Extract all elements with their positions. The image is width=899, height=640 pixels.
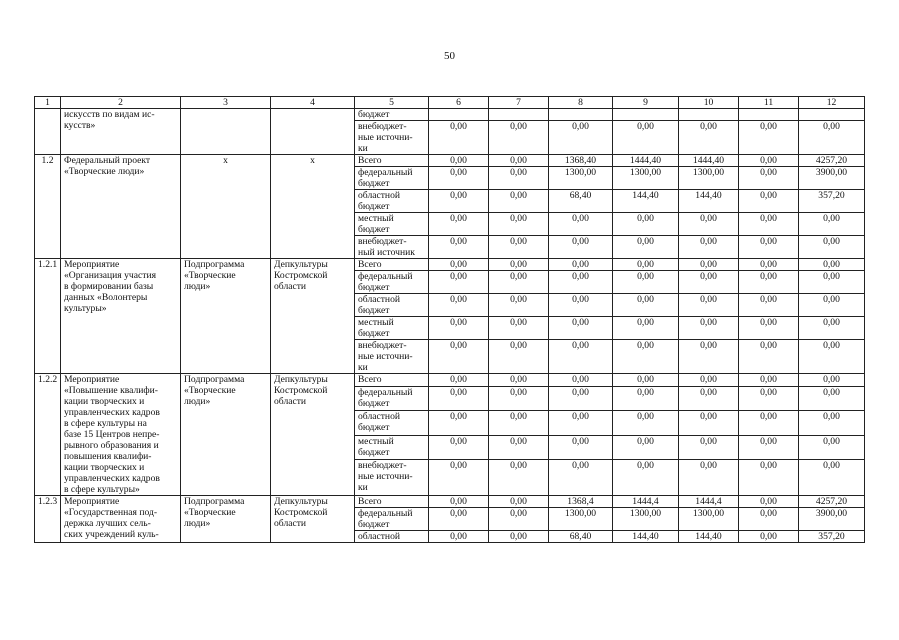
funding-source-cell [355,167,429,190]
funding-source-line: федеральный [358,508,413,519]
item-name-line: кации творческих и [64,462,145,473]
funding-source-line: федеральный [358,386,413,398]
amount-cell: 0,00 [739,259,799,271]
funding-source-line: бюджет [358,282,390,293]
amount-cell: 0,00 [549,294,613,317]
amount-cell: 0,00 [429,411,489,435]
amount-cell: 0,00 [489,340,549,374]
funding-source-line: областной [358,190,401,201]
amount-cell: 0,00 [739,167,799,190]
amount-cell: 0,00 [679,271,739,294]
amount-cell: 0,00 [679,411,739,435]
amount-cell: 0,00 [799,386,865,410]
program-line: Подпрограмма [184,496,245,507]
amount-cell: 0,00 [489,155,549,167]
item-name-line: базе 15 Центров непре- [64,429,160,440]
executor-line: х [310,155,315,166]
table-row [35,496,865,508]
amount-cell: 0,00 [739,386,799,410]
amount-cell: 0,00 [613,271,679,294]
funding-source-line: бюджет [358,109,390,120]
amount-cell: 0,00 [679,374,739,387]
funding-source-line: областной [358,411,401,423]
amount-cell: 0,00 [613,435,679,459]
amount-cell [739,109,799,121]
funding-source-line: бюджет [358,446,390,458]
amount-cell: 0,00 [489,259,549,271]
program-line: «Творческие [184,507,236,518]
executor-line: области [274,396,307,407]
amount-cell: 0,00 [739,155,799,167]
funding-source-line: областной [358,294,401,305]
funding-source-cell [355,155,429,167]
funding-source-cell [355,496,429,508]
amount-cell: 0,00 [739,411,799,435]
item-name-line: данных «Волонтеры [64,292,148,303]
executor-line: области [274,281,307,292]
column-header-cell: 12 [799,97,865,109]
column-header-cell: 7 [489,97,549,109]
funding-source-line: внебюджет- [358,340,407,351]
program-line: х [223,155,228,166]
funding-source-line: бюджет [358,519,390,530]
amount-cell: 0,00 [679,294,739,317]
column-header-cell: 4 [271,97,355,109]
funding-source-cell [355,121,429,155]
funding-source-line: ный источник [358,247,415,258]
amount-cell: 0,00 [613,374,679,387]
funding-source-line: внебюджет- [358,121,407,132]
funding-source-line: областной [358,531,401,542]
program-line: «Творческие [184,270,236,281]
amount-cell: 68,40 [549,531,613,543]
amount-cell: 0,00 [549,386,613,410]
executor-line: Депкультуры [274,259,328,270]
amount-cell: 0,00 [549,374,613,387]
funding-source-line: федеральный [358,271,413,282]
amount-cell [429,109,489,121]
program-line: люди» [184,281,211,292]
amount-cell: 0,00 [489,411,549,435]
amount-cell: 0,00 [429,386,489,410]
amount-cell: 1300,00 [679,167,739,190]
amount-cell: 0,00 [739,435,799,459]
column-header-cell: 3 [181,97,271,109]
amount-cell [549,109,613,121]
executor-cell [271,109,355,155]
amount-cell: 0,00 [613,236,679,259]
funding-source-line: ные источни- [358,132,413,143]
amount-cell: 0,00 [679,121,739,155]
item-name-line: «Повышение квалифи- [64,385,158,396]
program-cell [181,374,271,496]
amount-cell [799,109,865,121]
program-line: люди» [184,396,211,407]
program-cell [181,155,271,259]
amount-cell: 0,00 [549,411,613,435]
executor-line: Костромской [274,507,328,518]
item-name-line: Мероприятие [64,259,120,270]
amount-cell: 0,00 [679,459,739,495]
row-number-cell: 1.2.2 [35,374,61,496]
funding-source-line: ные источни- [358,351,413,362]
amount-cell: 0,00 [739,271,799,294]
funding-source-cell [355,317,429,340]
amount-cell: 0,00 [739,340,799,374]
funding-source-line: ные источни- [358,470,413,482]
amount-cell: 0,00 [799,294,865,317]
funding-source-line: Всего [358,496,382,507]
amount-cell: 0,00 [549,259,613,271]
row-number-cell: 1.2.3 [35,496,61,543]
executor-line: области [274,518,307,529]
amount-cell: 0,00 [613,411,679,435]
item-name-cell [61,496,181,543]
amount-cell: 0,00 [739,236,799,259]
funding-source-cell [355,340,429,374]
table-row [35,155,865,167]
amount-cell: 0,00 [489,236,549,259]
program-cell [181,259,271,374]
amount-cell: 0,00 [429,531,489,543]
funding-source-line: бюджет [358,397,390,409]
funding-source-cell [355,271,429,294]
amount-cell [489,109,549,121]
amount-cell: 0,00 [613,213,679,236]
column-header-cell: 5 [355,97,429,109]
amount-cell: 0,00 [489,271,549,294]
funding-source-cell [355,531,429,543]
table-row [35,259,865,271]
column-header-row [35,97,865,109]
amount-cell: 0,00 [489,294,549,317]
amount-cell: 0,00 [489,317,549,340]
item-name-line: Федеральный проект [64,155,151,166]
funding-source-cell [355,109,429,121]
amount-cell: 0,00 [799,317,865,340]
amount-cell: 0,00 [613,386,679,410]
amount-cell: 1444,40 [679,155,739,167]
amount-cell: 0,00 [613,259,679,271]
amount-cell: 0,00 [679,386,739,410]
funding-source-line: ки [358,481,368,493]
funding-source-line: местный [358,213,394,224]
item-name-line: культуры» [64,303,107,314]
amount-cell: 144,40 [679,531,739,543]
amount-cell: 0,00 [739,374,799,387]
amount-cell: 0,00 [549,271,613,294]
item-name-line: управленческих кадров [64,407,160,418]
amount-cell: 0,00 [679,317,739,340]
executor-cell [271,259,355,374]
program-line: Подпрограмма [184,259,245,270]
item-name-line: Мероприятие [64,374,120,385]
funding-source-cell [355,411,429,435]
item-name-cell [61,374,181,496]
amount-cell: 0,00 [799,459,865,495]
amount-cell: 0,00 [799,435,865,459]
column-header-cell: 8 [549,97,613,109]
column-header-cell: 10 [679,97,739,109]
executor-line: Депкультуры [274,374,328,385]
amount-cell: 0,00 [489,459,549,495]
funding-source-cell [355,386,429,410]
column-header-cell: 1 [35,97,61,109]
item-name-cell [61,109,181,155]
amount-cell: 0,00 [679,259,739,271]
amount-cell: 0,00 [549,236,613,259]
table-row [35,374,865,387]
funding-source-cell [355,213,429,236]
amount-cell: 0,00 [489,374,549,387]
amount-cell [679,109,739,121]
funding-source-line: бюджет [358,224,390,235]
amount-cell: 0,00 [739,317,799,340]
executor-cell [271,155,355,259]
program-line: люди» [184,518,211,529]
funding-source-line: федеральный [358,167,413,178]
item-name-line: в сфере культуры на [64,418,147,429]
item-name-line: кусств» [64,120,96,131]
column-header-cell: 6 [429,97,489,109]
amount-cell: 144,40 [679,190,739,213]
table-row [35,109,865,121]
amount-cell: 144,40 [613,531,679,543]
amount-cell: 1300,00 [679,508,739,531]
amount-cell: 0,00 [739,213,799,236]
item-name-line: повышения квалифи- [64,451,152,462]
amount-cell: 0,00 [549,459,613,495]
program-line: «Творческие [184,385,236,396]
funding-source-line: Всего [358,155,382,166]
funding-source-cell [355,374,429,387]
amount-cell: 0,00 [429,213,489,236]
amount-cell: 0,00 [489,508,549,531]
amount-cell: 0,00 [489,386,549,410]
program-cell [181,109,271,155]
budget-table [34,96,865,543]
funding-source-line: Всего [358,374,382,385]
funding-source-line: местный [358,435,394,447]
amount-cell: 0,00 [489,167,549,190]
amount-cell: 0,00 [429,259,489,271]
amount-cell: 0,00 [429,236,489,259]
amount-cell: 0,00 [429,294,489,317]
amount-cell: 1444,4 [613,496,679,508]
item-name-line: держка лучших сель- [64,518,151,529]
amount-cell: 0,00 [549,340,613,374]
item-name-line: Мероприятие [64,496,120,507]
amount-cell: 0,00 [679,213,739,236]
column-header-cell: 2 [61,97,181,109]
amount-cell: 3900,00 [799,508,865,531]
column-header-cell: 11 [739,97,799,109]
funding-source-cell [355,294,429,317]
funding-source-line: ки [358,362,368,373]
amount-cell: 1300,00 [549,167,613,190]
amount-cell: 0,00 [489,435,549,459]
amount-cell: 0,00 [799,236,865,259]
amount-cell: 0,00 [429,121,489,155]
amount-cell: 0,00 [739,294,799,317]
amount-cell: 0,00 [429,508,489,531]
amount-cell: 0,00 [549,213,613,236]
funding-source-line: Всего [358,259,382,270]
amount-cell: 0,00 [549,121,613,155]
amount-cell: 0,00 [489,496,549,508]
executor-cell [271,374,355,496]
amount-cell: 0,00 [613,340,679,374]
amount-cell: 0,00 [739,496,799,508]
amount-cell: 0,00 [799,340,865,374]
amount-cell: 4257,20 [799,496,865,508]
program-cell [181,496,271,543]
amount-cell: 1300,00 [613,167,679,190]
amount-cell: 0,00 [429,435,489,459]
item-name-line: ских учреждений куль- [64,529,159,540]
amount-cell: 0,00 [799,121,865,155]
amount-cell: 0,00 [799,213,865,236]
amount-cell: 0,00 [549,435,613,459]
funding-source-cell [355,508,429,531]
amount-cell: 0,00 [799,259,865,271]
amount-cell: 0,00 [739,531,799,543]
amount-cell: 0,00 [429,271,489,294]
amount-cell: 0,00 [489,213,549,236]
amount-cell: 0,00 [429,317,489,340]
item-name-line: «Государственная под- [64,507,158,518]
funding-source-line: бюджет [358,422,390,434]
column-header-cell: 9 [613,97,679,109]
amount-cell: 0,00 [489,531,549,543]
amount-cell: 0,00 [613,317,679,340]
program-line: Подпрограмма [184,374,245,385]
item-name-line: «Организация участия [64,270,156,281]
amount-cell: 0,00 [739,121,799,155]
row-number-cell: 1.2.1 [35,259,61,374]
amount-cell: 0,00 [799,374,865,387]
funding-source-line: внебюджет- [358,236,407,247]
funding-source-line: бюджет [358,328,390,339]
amount-cell: 0,00 [739,508,799,531]
amount-cell: 0,00 [739,459,799,495]
row-number-cell [35,109,61,155]
item-name-line: в формировании базы [64,281,154,292]
amount-cell: 0,00 [799,271,865,294]
funding-source-cell [355,259,429,271]
amount-cell: 0,00 [429,190,489,213]
amount-cell: 3900,00 [799,167,865,190]
amount-cell: 0,00 [489,190,549,213]
executor-cell [271,496,355,543]
amount-cell [613,109,679,121]
funding-source-line: внебюджет- [358,459,407,471]
amount-cell: 1368,40 [549,155,613,167]
amount-cell: 1444,40 [613,155,679,167]
amount-cell: 0,00 [679,435,739,459]
amount-cell: 144,40 [613,190,679,213]
row-number-cell: 1.2 [35,155,61,259]
amount-cell: 0,00 [613,294,679,317]
amount-cell: 0,00 [429,374,489,387]
item-name-line: в сфере культуры» [64,484,140,495]
amount-cell: 0,00 [429,340,489,374]
funding-source-cell [355,435,429,459]
funding-source-cell [355,459,429,495]
item-name-line: искусств по видам ис- [64,109,155,120]
amount-cell: 0,00 [679,340,739,374]
amount-cell: 0,00 [679,236,739,259]
executor-line: Костромской [274,385,328,396]
amount-cell: 0,00 [429,167,489,190]
funding-source-line: бюджет [358,305,390,316]
funding-source-cell [355,236,429,259]
funding-source-line: ки [358,143,368,154]
amount-cell: 357,20 [799,190,865,213]
item-name-line: рывного образования и [64,440,159,451]
amount-cell: 0,00 [429,155,489,167]
amount-cell: 1444,4 [679,496,739,508]
executor-line: Костромской [274,270,328,281]
item-name-line: «Творческие люди» [64,166,145,177]
item-name-cell [61,259,181,374]
amount-cell: 1300,00 [613,508,679,531]
amount-cell: 0,00 [613,121,679,155]
amount-cell: 0,00 [549,317,613,340]
funding-source-line: бюджет [358,201,390,212]
item-name-line: управленческих кадров [64,473,160,484]
amount-cell: 0,00 [429,459,489,495]
amount-cell: 0,00 [799,411,865,435]
page-number: 50 [444,50,455,62]
amount-cell: 0,00 [489,121,549,155]
amount-cell: 1368,4 [549,496,613,508]
amount-cell: 0,00 [429,496,489,508]
item-name-cell [61,155,181,259]
amount-cell: 0,00 [613,459,679,495]
funding-source-cell [355,190,429,213]
executor-line: Депкультуры [274,496,328,507]
amount-cell: 357,20 [799,531,865,543]
item-name-line: кации творческих и [64,396,145,407]
amount-cell: 1300,00 [549,508,613,531]
amount-cell: 68,40 [549,190,613,213]
funding-source-line: местный [358,317,394,328]
funding-source-line: бюджет [358,178,390,189]
amount-cell: 0,00 [739,190,799,213]
amount-cell: 4257,20 [799,155,865,167]
